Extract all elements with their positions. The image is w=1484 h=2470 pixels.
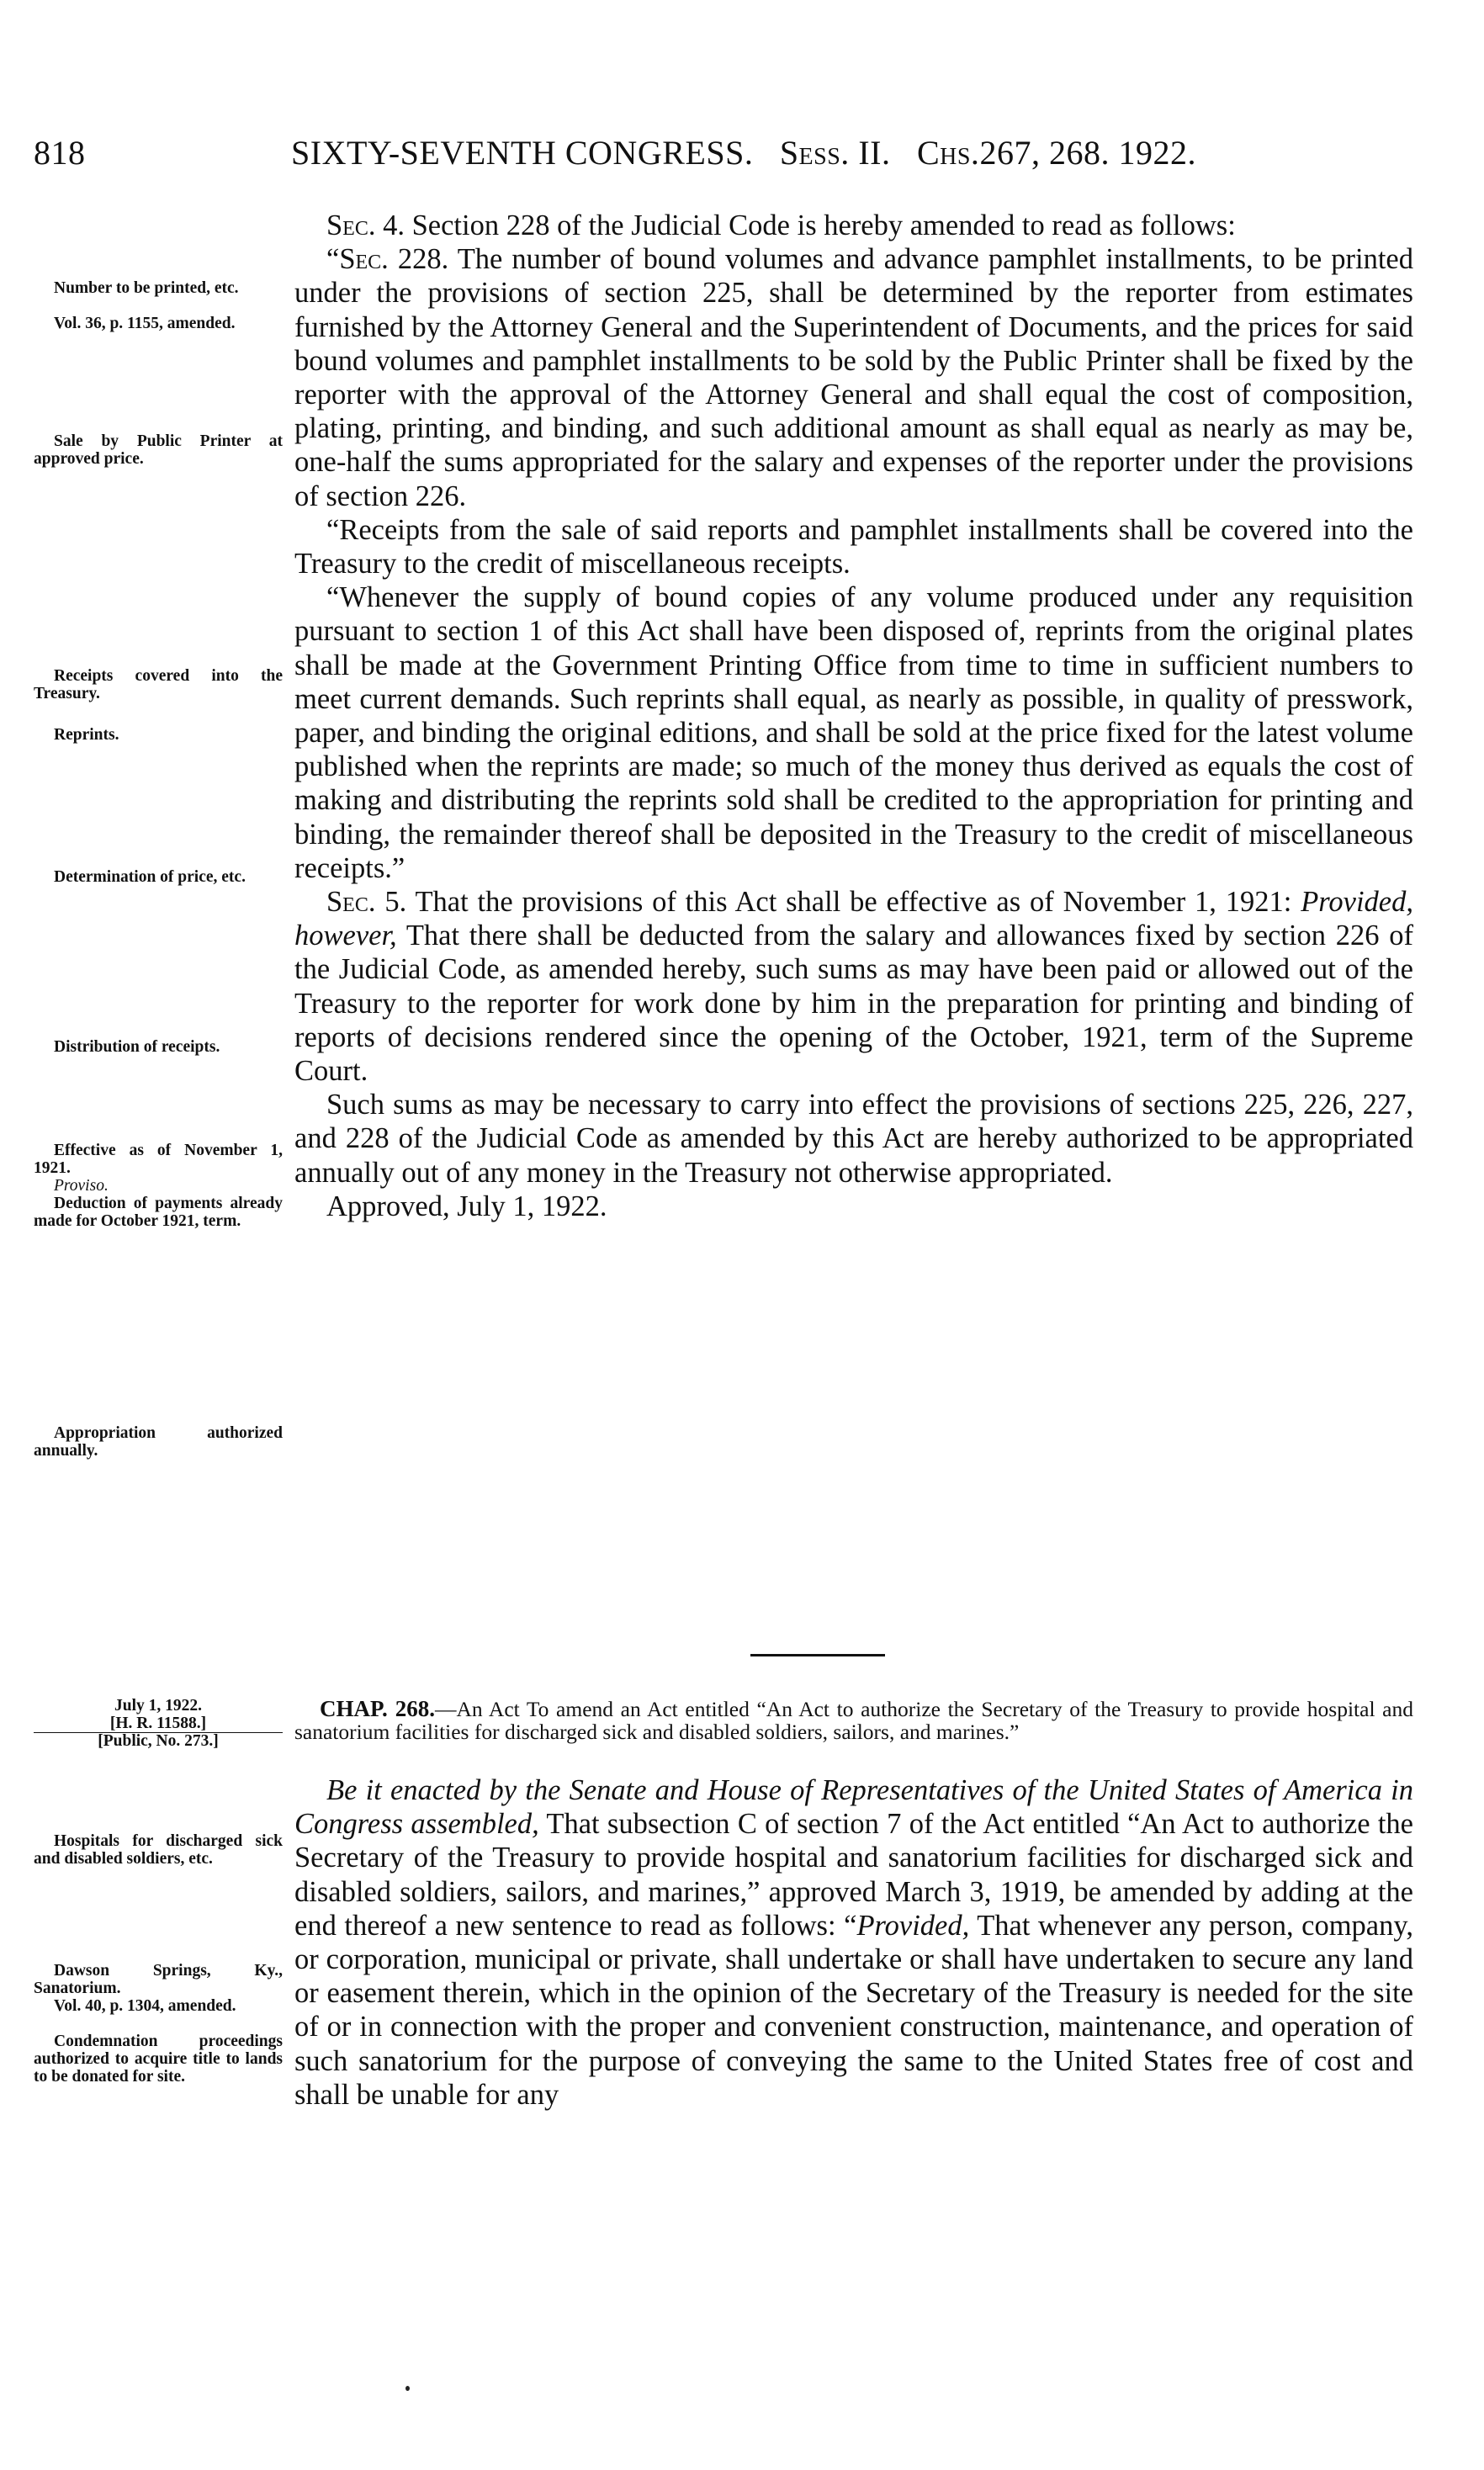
chapter-268-title-text: —An Act To amend an Act entitled “An Act to authorize the Secretary of the Treasury to provide hospital and sanatorium facilities for discharged sick and disabled soldiers, sailors, and marines.” [294,1697,1413,1744]
running-header [34,133,1413,175]
chap268-text-after: That whenever any person, company, or corporation, municipal or private, shall undertake or shall have undertaken to secure any land or easement therein, which in the opinion of the Secretary of the Treasury is needed for the site of or in connection with the proper and convenient construction, maintenance, and operation of such sanatorium for the purpose of conveying the same to the United States free of cost and shall be unable for any [294,1909,1413,2111]
sec228-text: The number of bound volumes and advance pamphlet installments, to be printed under the provisions of section 225, shall be determined by the reporter from estimates furnished by the Attorney General and the Superintendent of Documents, and the prices for said bound volumes and pamphlet installments to be sold by the Public Printer shall be fixed by the reporter with the approval of the Attorney General and shall equal the cost of composition, plating, printing, and binding, and such additional amount as shall equal as nearly as may be, one-half the sums appropriated for the salary and expenses of the reporter under the provisions of section 226. [294,243,1413,512]
reprints-paragraph: “Whenever the supply of bound copies of any volume produced under any requisition pursuant to section 1 of this Act shall have been disposed of, reprints from the original plates shall be made at the Government Printing Office from time to time in sufficient numbers to meet current demands. Such reprints shall equal, as nearly as possible, in quality of presswork, paper, and binding the original editions, and shall be sold at the price fixed for the latest volume published when the reprints are made; so much of the money thus derived as equals the cost of making and distributing the reprints sold shall be credited to the appropriation for printing and binding, the remainder thereof shall be deposited in the Treasury to the credit of miscellaneous receipts.” [294,581,1413,884]
session-number: II. [858,134,891,172]
approval-line: Approved, July 1, 1922. [326,1190,607,1222]
proviso-phrase: Provided, however, [294,886,1413,952]
margin-note-hospitals: Hospitals for discharged sick and disabled soldiers, etc. [34,1832,283,1868]
congress-name: SIXTY-SEVENTH CONGRESS. [291,134,754,172]
session-label: Sess. [779,134,850,172]
chapter-268-label: CHAP. 268. [320,1696,436,1721]
sec4-paragraph [294,209,1413,242]
enacting-paragraph [294,1773,1413,2112]
sec228-paragraph [294,242,1413,513]
sec5-paragraph [294,885,1413,1088]
public-law-number: [Public, No. 273.] [34,1732,283,1751]
open-quote: “ [326,243,340,276]
margin-note-distribution: Distribution of receipts. [54,1038,220,1056]
enacting-clause: Be it enacted by the Senate and House of Representatives of the United States of America in Congress assembled, [294,1774,1413,1841]
chap268-text-before: That subsection C of section 7 of the Act entitled “An Act to authorize the Secretary of the Treasury to provide hospital and sanatorium facilities for discharged sick and disabled soldiers, sailors, and marines,” approved March 3, 1919, be amended by adding at the end thereof a new sentence to read as follows: “ [294,1808,1413,1942]
chapter-268-body [294,1773,1413,2112]
provided-phrase: Provided, [856,1909,970,1942]
margin-note-determination: Determination of price, etc. [54,868,246,886]
page-number: 818 [34,134,86,172]
margin-note-proviso: Proviso. [54,1177,109,1195]
margin-note-vol40: Vol. 40, p. 1304, amended. [54,1997,236,2015]
header-title [291,133,1196,172]
margin-note-reprints: Reprints. [54,726,119,744]
margin-note-appropriation: Appropriation authorized annually. [34,1424,283,1460]
year: 1922. [1118,134,1196,172]
chapter-268-title [294,1698,1413,1743]
chapter-267-body [294,209,1413,1223]
appropriation-paragraph: Such sums as may be necessary to carry into effect the provisions of sections 225, 226, 227, and 228 of the Judicial Code as amended by this Act are hereby authorized to be appropriated annually out of any money in the Treasury not otherwise appropriated. [294,1089,1413,1189]
margin-note-vol36: Vol. 36, p. 1155, amended. [54,315,236,332]
print-speck [405,2386,410,2391]
sec5-text-before: That the provisions of this Act shall be effective as of November 1, 1921: [415,886,1292,919]
bill-info [34,1698,283,1751]
sec228-label: Sec. 228. [339,243,449,276]
margin-note-dawson: Dawson Springs, Ky., Sanatorium. [34,1962,283,1997]
sec4-text: Section 228 of the Judicial Code is hereby amended to read as follows: [411,209,1236,241]
margin-note-number-printed: Number to be printed, etc. [54,279,239,297]
chapters: 267, 268. [979,134,1110,172]
margin-note-effective: Effective as of November 1, 1921. [34,1142,283,1177]
bill-hr-number: [H. R. 11588.] [109,1714,207,1732]
sec5-text-after: That there shall be deducted from the salary and allowances fixed by section 226 of the Judicial Code, as amended hereby, such sums as may have been paid or allowed out of the Treasury to the reporter for work done by him in the preparation for printing and binding of reports of decisions rendered since the opening of the October, 1921, term of the Supreme Court. [294,920,1413,1088]
margin-note-condemnation: Condemnation proceedings authorized to acquire title to lands to be donated for site. [34,2033,283,2086]
bill-date: July 1, 1922. [114,1697,202,1715]
chapter-divider-rule [750,1654,885,1656]
margin-note-sale: Sale by Public Printer at approved price. [34,432,283,468]
margin-note-deduction: Deduction of payments already made for October 1921, term. [34,1195,283,1230]
sec5-label: Sec. 5. [326,886,407,919]
margin-note-receipts: Receipts covered into the Treasury. [34,667,283,702]
receipts-paragraph: “Receipts from the sale of said reports and pamphlet installments shall be covered into the Treasury to the credit of miscellaneous receipts. [294,513,1413,580]
sec4-label: Sec. 4. [326,209,405,241]
chapters-label: Chs. [916,134,980,172]
